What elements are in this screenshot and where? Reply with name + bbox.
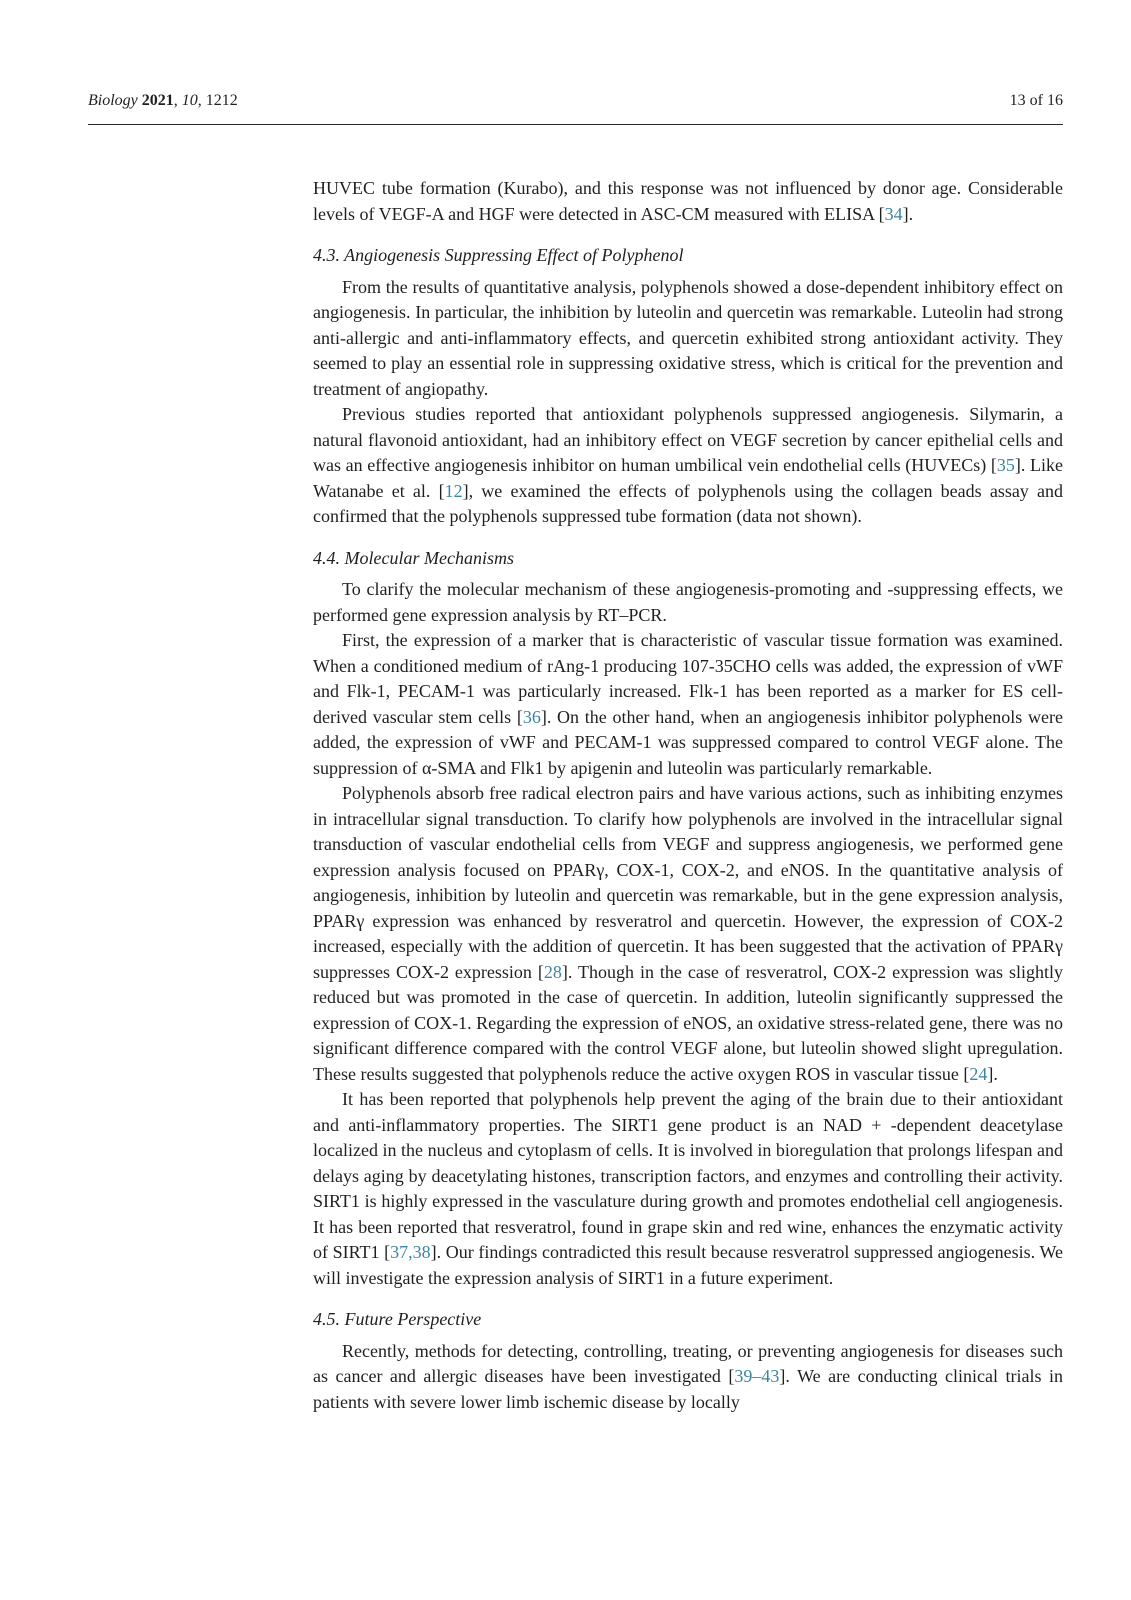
- citation-link[interactable]: 37,38: [390, 1242, 431, 1262]
- citation-link[interactable]: 35: [996, 455, 1015, 475]
- citation-link[interactable]: 28: [543, 961, 562, 982]
- journal-article-number: , 1212: [197, 92, 238, 109]
- citation-link[interactable]: 34: [884, 203, 903, 224]
- citation-link[interactable]: 39–43: [734, 1366, 780, 1386]
- header-rule: [88, 124, 1063, 125]
- paragraph: From the results of quantitative analysis, polyphenols showed a dose-dependent inhibitory effect on angiogenesis. In particular, the inhibition by luteolin and quercetin was remarkable. Luteolin had strong anti-allergic and anti-inflammatory effects, and quercetin exhibited strong antioxidant activity. They seemed to play an essential role in suppressing oxidative stress, which is critical for the prevention and treatment of angiopathy.: [313, 276, 1063, 399]
- paragraph: To clarify the molecular mechanism of these angiogenesis-promoting and -suppressing effects, we performed gene expression analysis by RT–PCR.: [313, 579, 1063, 625]
- journal-header-left: [88, 92, 238, 110]
- citation-link[interactable]: 24: [969, 1063, 988, 1084]
- journal-volume: 10: [181, 92, 198, 109]
- paragraph: Polyphenols absorb free radical electron pairs and have various actions, such as inhibiting enzymes in intracellular signal transduction. To clarify how polyphenols are involved in the intracellular signal transduction of vascular endothelial cells from VEGF and suppress angiogenesis, we performed gene expression analysis focused on PPARγ, COX-1, COX-2, and eNOS. In the quantitative analysis of angiogenesis, inhibition by luteolin and quercetin was remarkable, but in the gene expression analysis, PPARγ expression was enhanced by resveratrol and quercetin. However, the expression of COX-2 increased, especially with the addition of quercetin. It has been suggested that the activation of PPARγ suppresses COX-2 expression [28]. Though in the case of resveratrol, COX-2 expression was slightly reduced but was promoted in the case of quercetin. In addition, luteolin significantly suppressed the expression of COX-1. Regarding the expression of eNOS, an oxidative stress-related gene, there was no significant difference compared with the control VEGF alone, but luteolin showed slight upregulation. These results suggested that polyphenols reduce the active oxygen ROS in vascular tissue [24].: [313, 783, 1064, 1084]
- paragraph: Recently, methods for detecting, controlling, treating, or preventing angiogenesis for diseases such as cancer and allergic diseases have been investigated [39–43]. We are conducting clinical trials in patients with severe lower limb ischemic disease by locally: [313, 1340, 1063, 1412]
- journal-year: 2021: [141, 92, 174, 109]
- journal-name: Biology: [88, 92, 138, 109]
- paragraph: First, the expression of a marker that is characteristic of vascular tissue formation was examined. When a conditioned medium of rAng-1 producing 107-35CHO cells was added, the expression of vWF and Flk-1, PECAM-1 was particularly increased. Flk-1 has been reported as a marker for ES cell-derived vascular stem cells [36]. On the other hand, when an angiogenesis inhibitor polyphenols were added, the expression of vWF and PECAM-1 was suppressed compared to control VEGF alone. The suppression of α-SMA and Flk1 by apigenin and luteolin was particularly remarkable.: [313, 630, 1063, 778]
- section-heading: 4.4. Molecular Mechanisms: [313, 547, 514, 568]
- running-header: [88, 92, 1063, 110]
- page-number-label: 13 of 16: [1009, 92, 1063, 109]
- header-separator: ,: [173, 92, 182, 109]
- paragraph: It has been reported that polyphenols help prevent the aging of the brain due to their antioxidant and anti-inflammatory properties. The SIRT1 gene product is an NAD + -dependent deacetylase localized in the nucleus and cytoplasm of cells. It is involved in bioregulation that prolongs lifespan and delays aging by deacetylating histones, transcription factors, and enzymes and controlling their activity. SIRT1 is highly expressed in the vasculature during growth and promotes endothelial cell angiogenesis. It has been reported that resveratrol, found in grape skin and red wine, enhances the enzymatic activity of SIRT1 [37,38]. Our findings contradicted this result because resveratrol suppressed angiogenesis. We will investigate the expression analysis of SIRT1 in a future experiment.: [313, 1089, 1063, 1288]
- citation-link[interactable]: 36: [522, 706, 541, 727]
- paragraph: HUVEC tube formation (Kurabo), and this response was not influenced by donor age. Considerable levels of VEGF-A and HGF were detected in ASC-CM measured with ELISA [34].: [313, 178, 1063, 224]
- section-heading: 4.5. Future Perspective: [313, 1309, 482, 1329]
- article-body: [313, 176, 1063, 1415]
- section-heading: 4.3. Angiogenesis Suppressing Effect of Polyphenol: [313, 245, 684, 265]
- paragraph: Previous studies reported that antioxidant polyphenols suppressed angiogenesis. Silymarin, a natural flavonoid antioxidant, had an inhibitory effect on VEGF secretion by cancer epithelial cells and was an effective angiogenesis inhibitor on human umbilical vein endothelial cells (HUVECs) [35]. Like Watanabe et al. [12], we examined the effects of polyphenols using the collagen beads assay and confirmed that the polyphenols suppressed tube formation (data not shown).: [313, 404, 1064, 526]
- citation-link[interactable]: 12: [444, 480, 463, 501]
